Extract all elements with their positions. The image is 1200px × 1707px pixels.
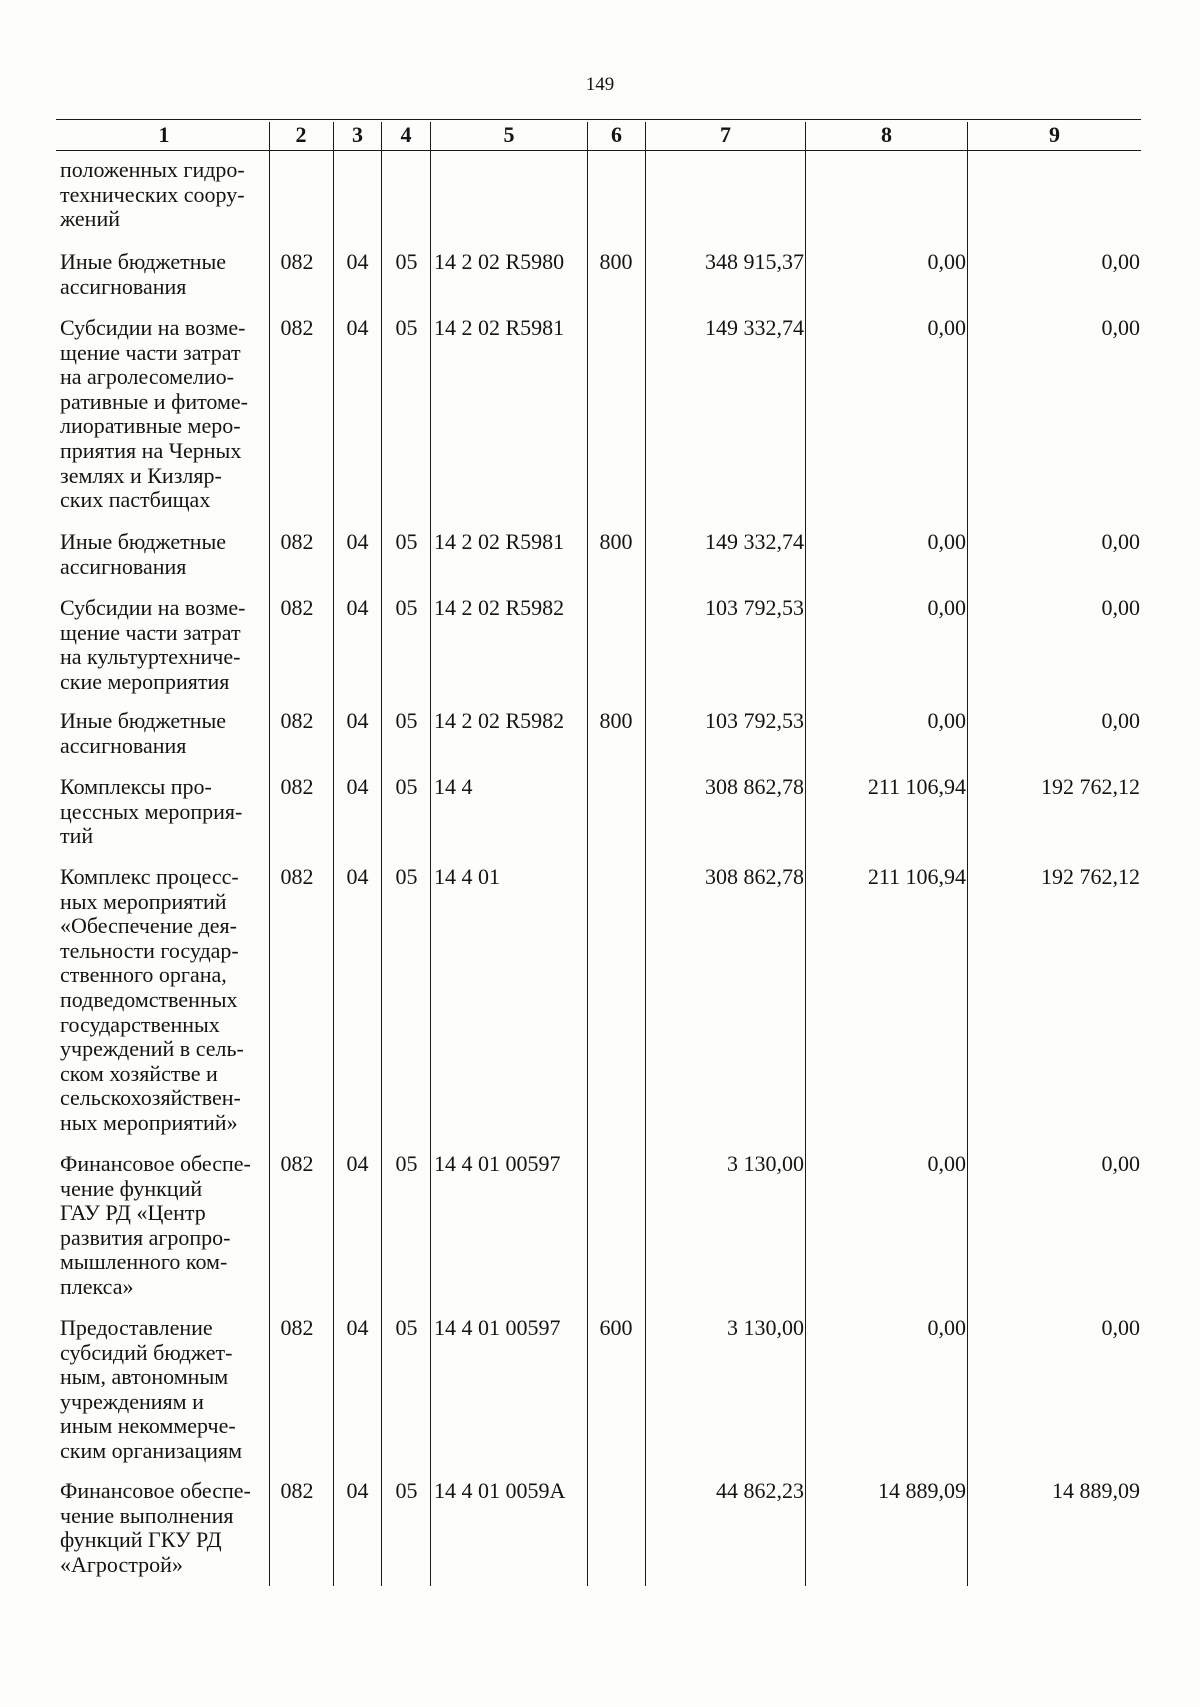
cell-csr: 14 4 01	[434, 864, 500, 889]
column-divider	[333, 122, 334, 1586]
cell-name	[60, 709, 268, 758]
header-bottom-rule	[56, 150, 1141, 151]
cell-amount-year2: 0,00	[927, 529, 966, 554]
cell-name-line: тий	[60, 823, 94, 849]
cell-rz: 04	[346, 529, 369, 554]
cell-amount-year2: 211 106,94	[867, 864, 966, 889]
cell-name	[60, 596, 268, 694]
cell-name-line: щение части затрат	[60, 619, 241, 645]
header-col-2: 2	[295, 122, 307, 147]
cell-pr: 05	[395, 529, 418, 554]
cell-rz: 04	[346, 1478, 369, 1503]
cell-name	[60, 1479, 268, 1577]
header-col-7: 7	[720, 122, 731, 147]
cell-name-line: ным, автономным	[60, 1364, 229, 1390]
cell-name-line: чение выполнения	[60, 1502, 234, 1528]
cell-name-line: ассигнования	[60, 732, 187, 758]
cell-amount-year3: 192 762,12	[1041, 774, 1140, 799]
cell-name	[60, 250, 268, 299]
cell-gr: 082	[280, 315, 314, 340]
cell-name-line: чение функций	[60, 1175, 203, 1201]
cell-name-line: ские мероприятия	[60, 668, 230, 694]
page-number: 149	[585, 74, 615, 95]
cell-amount-year2: 211 106,94	[867, 774, 966, 799]
cell-name-line: Комплексы про-	[60, 774, 212, 799]
cell-csr: 14 4 01 0059А	[434, 1478, 566, 1503]
cell-gr: 082	[280, 529, 314, 554]
cell-name-line: «Обеспечение дея-	[60, 913, 237, 939]
column-divider	[430, 122, 431, 1586]
cell-vr: 800	[599, 708, 633, 733]
header-col-6: 6	[611, 122, 622, 147]
cell-name-line: ском хозяйстве и	[60, 1060, 218, 1086]
cell-name-line: приятия на Черных	[60, 437, 242, 463]
cell-name-line: Финансовое обеспе-	[60, 1478, 251, 1503]
cell-amount-year3: 0,00	[1101, 708, 1140, 733]
cell-amount-year2: 0,00	[927, 708, 966, 733]
cell-name-line: субсидий бюджет-	[60, 1339, 233, 1365]
cell-name-line: «Агрострой»	[60, 1551, 183, 1577]
cell-name-line: государственных	[60, 1011, 220, 1037]
cell-csr: 14 4	[434, 774, 473, 799]
cell-vr: 800	[599, 249, 633, 274]
cell-amount-year1: 44 862,23	[716, 1478, 804, 1503]
cell-rz: 04	[346, 708, 369, 733]
column-divider	[967, 122, 968, 1586]
cell-pr: 05	[395, 864, 418, 889]
cell-amount-year1: 103 792,53	[705, 708, 804, 733]
cell-gr: 082	[280, 1315, 314, 1340]
cell-amount-year2: 14 889,09	[878, 1478, 966, 1503]
cell-csr: 14 2 02 R5982	[434, 595, 565, 620]
cell-gr: 082	[280, 249, 314, 274]
cell-rz: 04	[346, 1151, 369, 1176]
cell-name-line: на культуртехниче-	[60, 644, 241, 670]
cell-rz: 04	[346, 249, 369, 274]
cell-csr: 14 4 01 00597	[434, 1151, 561, 1176]
cell-name-line: тельности государ-	[60, 937, 239, 963]
cell-name-line: технических соору-	[60, 181, 245, 207]
column-divider	[587, 122, 588, 1586]
cell-gr: 082	[280, 1151, 314, 1176]
cell-name-line: щение части затрат	[60, 339, 241, 365]
cell-gr: 082	[280, 864, 314, 889]
column-divider	[645, 122, 646, 1586]
cell-pr: 05	[395, 1151, 418, 1176]
cell-amount-year3: 0,00	[1101, 529, 1140, 554]
cell-name-line: Иные бюджетные	[60, 708, 227, 733]
column-divider	[805, 122, 806, 1586]
cell-name-line: подведомственных	[60, 986, 238, 1012]
cell-csr: 14 2 02 R5982	[434, 708, 565, 733]
cell-amount-year1: 3 130,00	[727, 1151, 804, 1176]
cell-name-line: развития агропро-	[60, 1224, 231, 1250]
cell-name-line: Субсидии на возме-	[60, 315, 246, 340]
cell-amount-year1: 149 332,74	[705, 315, 804, 340]
cell-gr: 082	[280, 774, 314, 799]
cell-name-line: иным некоммерче-	[60, 1413, 236, 1439]
cell-amount-year2: 0,00	[927, 1151, 966, 1176]
header-col-5: 5	[503, 122, 515, 147]
cell-name	[60, 865, 268, 1136]
cell-name-line: Предоставление	[60, 1315, 213, 1340]
cell-name-line: учреждений в сель-	[60, 1036, 244, 1062]
cell-name-line: сельскохозяйствен-	[60, 1085, 241, 1111]
cell-pr: 05	[395, 249, 418, 274]
cell-name	[60, 1316, 268, 1464]
cell-csr: 14 2 02 R5981	[434, 529, 565, 554]
cell-rz: 04	[346, 864, 369, 889]
cell-rz: 04	[346, 1315, 369, 1340]
cell-amount-year2: 0,00	[927, 315, 966, 340]
cell-amount-year3: 0,00	[1101, 315, 1140, 340]
cell-name-line: ГАУ РД «Центр	[60, 1200, 206, 1226]
table-top-rule	[56, 119, 1141, 120]
cell-pr: 05	[395, 315, 418, 340]
cell-name-line: лиоративные меро-	[60, 413, 241, 439]
cell-name-line: Комплекс процесс-	[60, 864, 239, 889]
cell-amount-year2: 0,00	[927, 595, 966, 620]
cell-name	[60, 775, 268, 849]
cell-name-line: ассигнования	[60, 273, 187, 299]
cell-amount-year1: 308 862,78	[705, 774, 804, 799]
cell-amount-year3: 14 889,09	[1052, 1478, 1140, 1503]
cell-name	[60, 530, 268, 579]
cell-amount-year3: 0,00	[1101, 1315, 1140, 1340]
cell-name-line: Иные бюджетные	[60, 249, 227, 274]
header-col-8: 8	[881, 122, 892, 147]
cell-gr: 082	[280, 1478, 314, 1503]
cell-name-line: Финансовое обеспе-	[60, 1151, 251, 1176]
cell-amount-year1: 103 792,53	[705, 595, 804, 620]
cell-name-line: цессных мероприя-	[60, 798, 243, 824]
header-col-4: 4	[400, 122, 412, 147]
cell-pr: 05	[395, 1478, 418, 1503]
cell-pr: 05	[395, 1315, 418, 1340]
cell-gr: 082	[280, 708, 314, 733]
column-divider	[269, 122, 270, 1586]
cell-rz: 04	[346, 315, 369, 340]
cell-amount-year2: 0,00	[927, 249, 966, 274]
cell-gr: 082	[280, 595, 314, 620]
cell-name	[60, 316, 268, 513]
cell-amount-year1: 3 130,00	[727, 1315, 804, 1340]
cell-amount-year1: 348 915,37	[705, 249, 804, 274]
cell-name-line: ассигнования	[60, 553, 187, 579]
cell-name-line: учреждениям и	[60, 1388, 204, 1414]
cell-amount-year3: 192 762,12	[1041, 864, 1140, 889]
cell-csr: 14 2 02 R5980	[434, 249, 565, 274]
cell-pr: 05	[395, 595, 418, 620]
cell-name-line: мышленного ком-	[60, 1249, 228, 1275]
cell-name-line: ративные и фитоме-	[60, 388, 249, 414]
cell-name-line: ственного органа,	[60, 962, 227, 988]
cell-name-line: Субсидии на возме-	[60, 595, 246, 620]
cell-amount-year3: 0,00	[1101, 1151, 1140, 1176]
cell-pr: 05	[395, 708, 418, 733]
cell-name-line: положенных гидро-	[60, 157, 245, 182]
cell-name-line: Иные бюджетные	[60, 529, 227, 554]
header-col-1: 1	[158, 122, 170, 147]
cell-amount-year3: 0,00	[1101, 249, 1140, 274]
cell-name-line: ных мероприятий»	[60, 1109, 238, 1135]
cell-csr: 14 2 02 R5981	[434, 315, 565, 340]
cell-rz: 04	[346, 595, 369, 620]
cell-vr: 800	[599, 529, 633, 554]
cell-name-line: ных мероприятий	[60, 888, 227, 914]
column-divider	[381, 122, 382, 1586]
cell-name-line: землях и Кизляр-	[60, 462, 222, 488]
cell-amount-year2: 0,00	[927, 1315, 966, 1340]
cell-name-line: жений	[60, 206, 120, 232]
cell-csr: 14 4 01 00597	[434, 1315, 561, 1340]
cell-amount-year1: 308 862,78	[705, 864, 804, 889]
cell-pr: 05	[395, 774, 418, 799]
header-col-3: 3	[352, 122, 363, 147]
cell-name	[60, 1152, 268, 1300]
cell-name	[60, 158, 268, 232]
cell-name-line: ских пастбищах	[60, 487, 211, 513]
cell-vr: 600	[599, 1315, 633, 1340]
cell-name-line: функций ГКУ РД	[60, 1527, 222, 1553]
cell-name-line: плекса»	[60, 1273, 134, 1299]
header-col-9: 9	[1049, 122, 1060, 147]
cell-amount-year1: 149 332,74	[705, 529, 804, 554]
cell-name-line: ским организациям	[60, 1437, 243, 1463]
cell-name-line: на агролесомелио-	[60, 364, 234, 390]
cell-amount-year3: 0,00	[1101, 595, 1140, 620]
cell-rz: 04	[346, 774, 369, 799]
